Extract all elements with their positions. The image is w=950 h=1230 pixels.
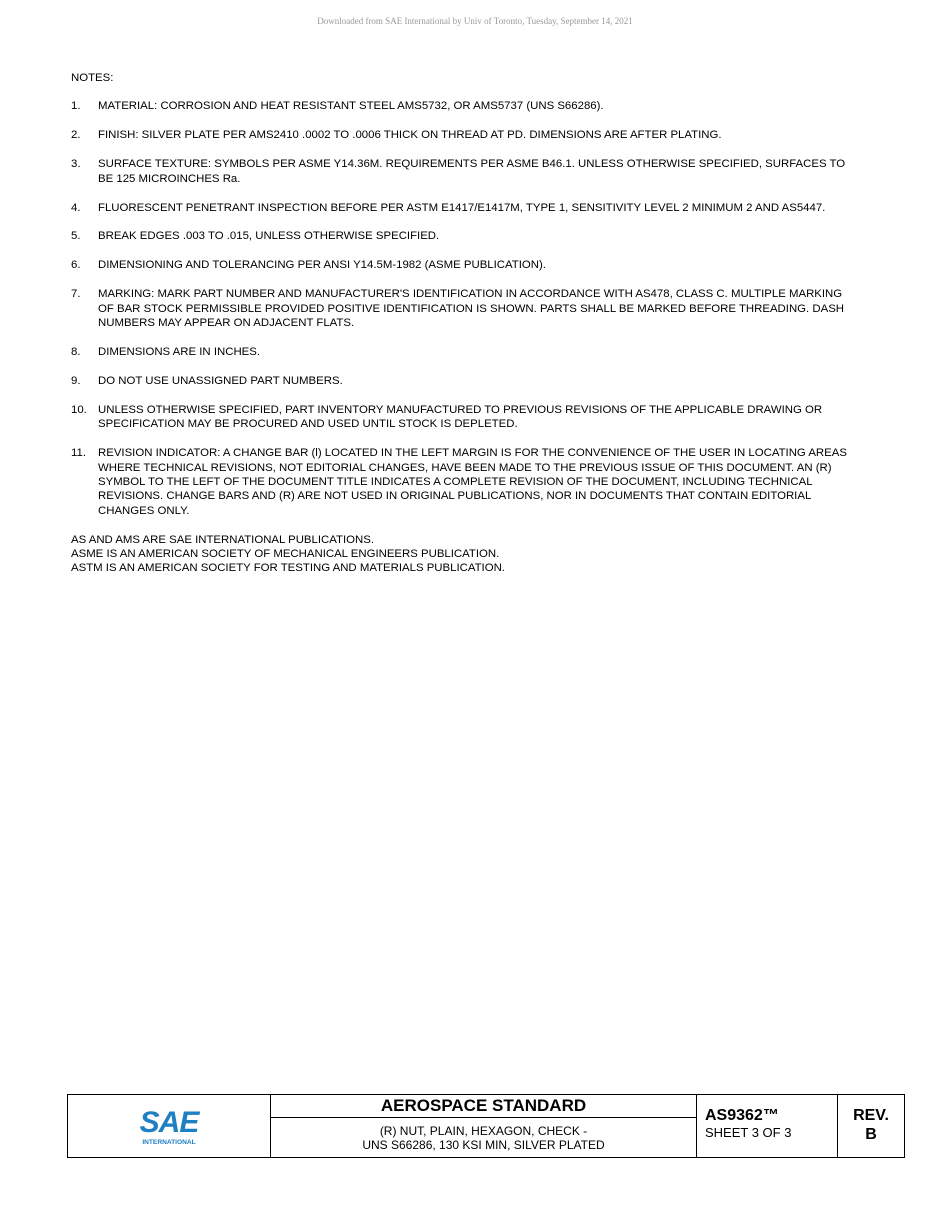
publication-note: ASME IS AN AMERICAN SOCIETY OF MECHANICAL ENGINEERS PUBLICATION. — [71, 548, 500, 561]
note-item — [71, 287, 861, 330]
note-number: 7. — [71, 288, 81, 301]
note-text: SURFACE TEXTURE: SYMBOLS PER ASME Y14.36M. REQUIREMENTS PER ASME B46.1. UNLESS OTHERWISE SPECIFIED, SURFACES TO BE 125 MICROINCHES Ra. — [98, 158, 846, 185]
note-number: 8. — [71, 345, 81, 358]
note-text: FINISH: SILVER PLATE PER AMS2410 .0002 TO .0006 THICK ON THREAD AT PD. DIMENSIONS ARE AFTER PLATING. — [98, 129, 722, 142]
note-text: MATERIAL: CORROSION AND HEAT RESISTANT STEEL AMS5732, OR AMS5737 (UNS S66286). — [98, 100, 604, 113]
note-item — [71, 99, 861, 113]
note-number: 10. — [71, 403, 87, 416]
revision-label: REV. — [853, 1107, 889, 1124]
note-item — [71, 446, 861, 518]
document-title — [271, 1118, 696, 1157]
notes-heading: NOTES: — [71, 72, 114, 84]
note-item — [71, 258, 861, 272]
document-number: AS9362™ — [705, 1107, 779, 1124]
note-item — [71, 229, 861, 243]
revision-cell — [838, 1095, 904, 1157]
note-number: 3. — [71, 158, 81, 171]
note-text: REVISION INDICATOR: A CHANGE BAR (l) LOCATED IN THE LEFT MARGIN IS FOR THE CONVENIENCE OF THE USER IN LOCATING AREAS WHERE TECHNICAL REVISIONS, NOT EDITORIAL CHANGES, HAVE BEEN MADE TO THE PREVIOUS ISSUE OF THIS DOCUMENT. AN (R) SYMBOL TO THE LEFT OF THE DOCUMENT TITLE INDICATES A COMPLETE REVISION OF THE DOCUMENT, INCLUDING TECHNICAL REVISIONS. CHANGE BARS AND (R) ARE NOT USED IN ORIGINAL PUBLICATIONS, NOR IN DOCUMENTS THAT CONTAIN EDITORIAL CHANGES ONLY. — [98, 447, 847, 517]
notes-section — [71, 71, 861, 576]
sae-logo — [136, 1104, 202, 1148]
title-cell — [271, 1095, 697, 1157]
note-number: 9. — [71, 374, 81, 387]
note-number: 5. — [71, 230, 81, 243]
download-watermark: Downloaded from SAE International by Univ of Toronto, Tuesday, September 14, 2021 — [317, 16, 633, 26]
note-item — [71, 374, 861, 388]
note-number: 6. — [71, 259, 81, 272]
publication-note: ASTM IS AN AMERICAN SOCIETY FOR TESTING AND MATERIALS PUBLICATION. — [71, 562, 505, 575]
sae-logo-cell — [68, 1095, 271, 1157]
note-item — [71, 128, 861, 142]
note-item — [71, 345, 861, 359]
logo-text: SAE — [139, 1106, 199, 1139]
note-number: 4. — [71, 201, 81, 214]
publication-notes — [71, 533, 861, 576]
document-type: AEROSPACE STANDARD — [271, 1095, 696, 1118]
note-item — [71, 157, 861, 186]
note-text: UNLESS OTHERWISE SPECIFIED, PART INVENTORY MANUFACTURED TO PREVIOUS REVISIONS OF THE APPLICABLE DRAWING OR SPECIFICATION MAY BE PROCURED AND USED UNTIL STOCK IS DEPLETED. — [98, 403, 823, 431]
publication-note: AS AND AMS ARE SAE INTERNATIONAL PUBLICATIONS. — [71, 533, 374, 546]
document-title-line: (R) NUT, PLAIN, HEXAGON, CHECK - — [379, 1124, 588, 1138]
note-number: 2. — [71, 129, 81, 142]
revision-value: B — [865, 1126, 877, 1143]
note-text: FLUORESCENT PENETRANT INSPECTION BEFORE PER ASTM E1417/E1417M, TYPE 1, SENSITIVITY LEVEL 2 MINIMUM 2 AND AS5447. — [98, 201, 826, 214]
note-number: 11. — [71, 447, 86, 460]
logo-subtext: INTERNATIONAL — [142, 1139, 196, 1146]
document-number-cell — [697, 1095, 838, 1157]
note-text: DIMENSIONS ARE IN INCHES. — [98, 345, 261, 358]
note-text: BREAK EDGES .003 TO .015, UNLESS OTHERWISE SPECIFIED. — [98, 230, 440, 243]
note-text: DIMENSIONING AND TOLERANCING PER ANSI Y14.5M-1982 (ASME PUBLICATION). — [98, 259, 546, 272]
note-text: DO NOT USE UNASSIGNED PART NUMBERS. — [98, 374, 343, 387]
title-block — [67, 1094, 905, 1158]
sheet-number: SHEET 3 OF 3 — [705, 1125, 792, 1140]
document-title-line: UNS S66286, 130 KSI MIN, SILVER PLATED — [362, 1138, 605, 1152]
note-number: 1. — [71, 100, 81, 113]
note-item — [71, 201, 861, 215]
note-item — [71, 403, 861, 432]
note-text: MARKING: MARK PART NUMBER AND MANUFACTURER'S IDENTIFICATION IN ACCORDANCE WITH AS478, CLASS C. MULTIPLE MARKING OF BAR STOCK PERMISSIBLE PROVIDED POSITIVE IDENTIFICATION IS SHOWN. PARTS SHALL BE MARKED BEFORE THREADING. DASH NUMBERS MAY APPEAR ON ADJACENT FLATS. — [98, 288, 845, 330]
